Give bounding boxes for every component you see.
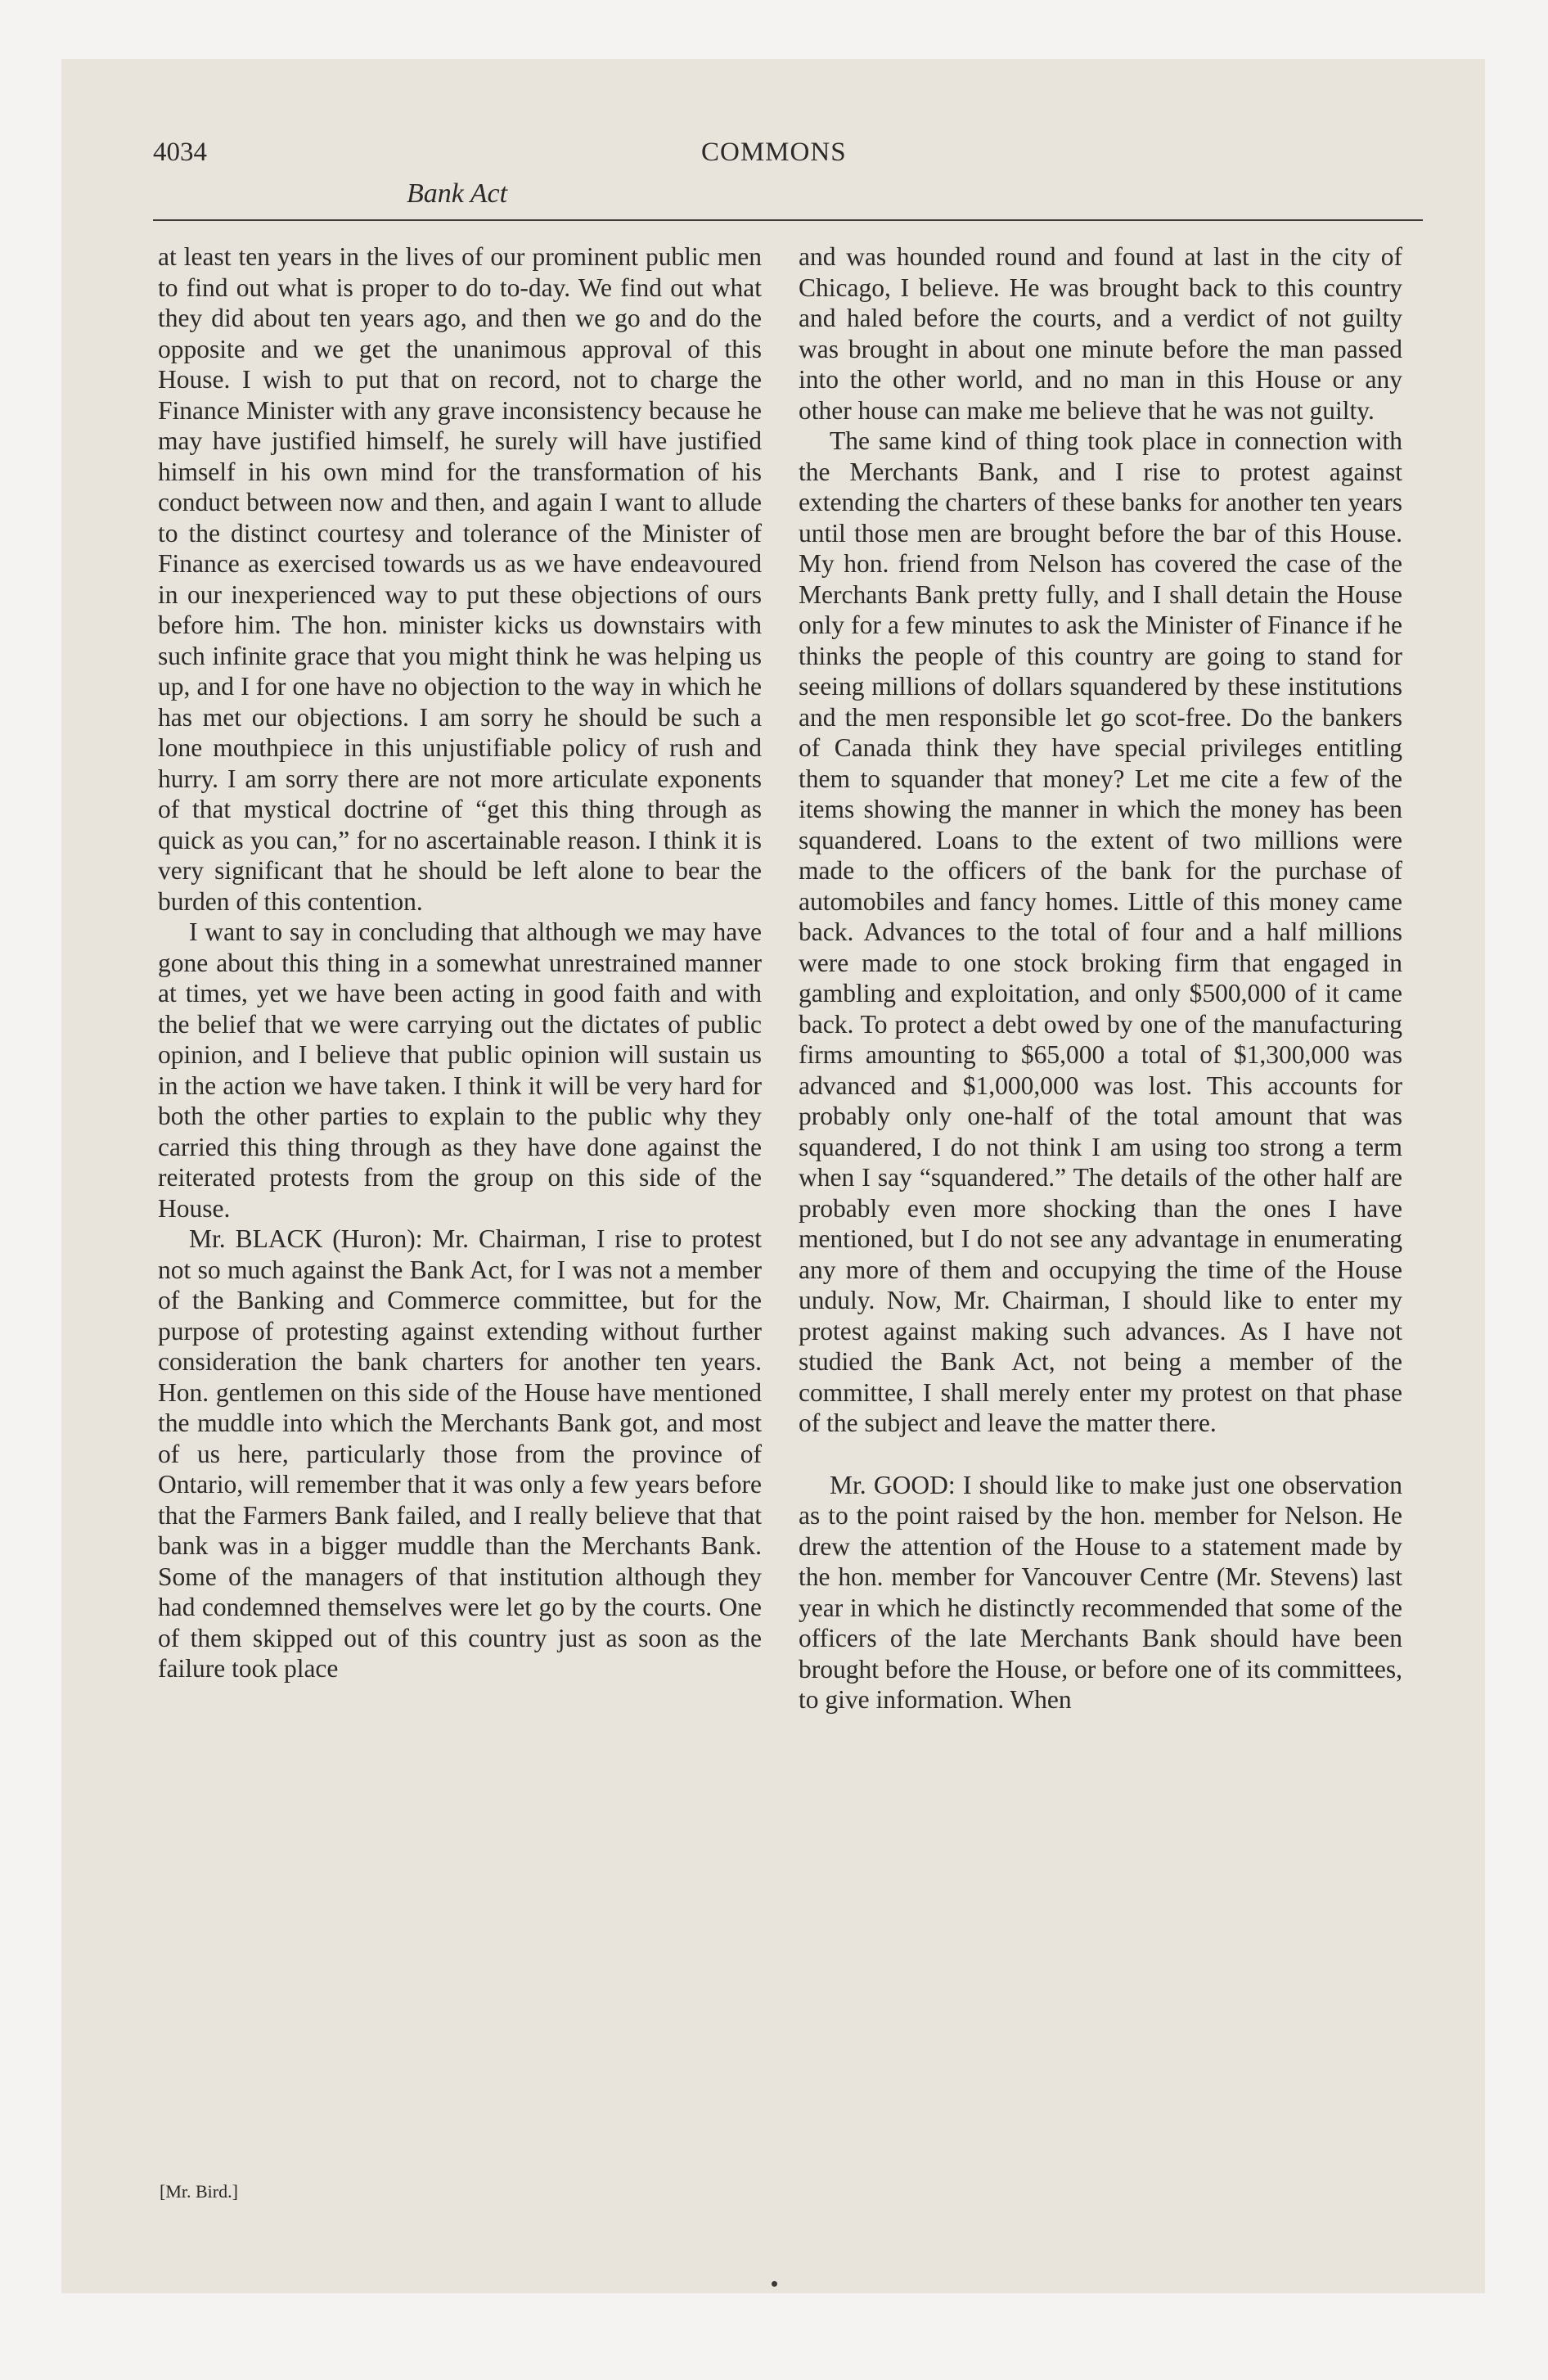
paragraph: and was hounded round and found at last in the city of Chicago, I believe. He was brought back to this country and haled before the courts, and a verdict of not guilty was brought in about one minute before the man passed into the other world, and no man in this House or any other house can make me believe that he was not guilty. xyxy=(799,242,1402,425)
footer-speaker-note: [Mr. Bird.] xyxy=(160,2181,238,2202)
left-column xyxy=(158,241,762,1684)
paragraph: at least ten years in the lives of our prominent public men to find out what is proper to do to-day. We find out what they did about ten years ago, and then we go and do the opposite and we get the unanimous approval of this House. I wish to put that on record, not to charge the Finance Minister with any grave inconsistency because he may have justified himself, he surely will have justified himself in his own mind for the transformation of his conduct between now and then, and again I want to allude to the distinct courtesy and tolerance of the Minister of Finance as exercised towards us as we have endeavoured in our inexperienced way to put these objections of ours before him. The hon. minister kicks us downstairs with such infinite grace that you might think he was helping us up, and I for one have no objection to the way in which he has met our objections. I am sorry he should be such a lone mouthpiece in this unjustifiable policy of rush and hurry. I am sorry there are not more articulate exponents of that mystical doctrine of “get this thing through as quick as you can,” for no ascertainable reason. I think it is very significant that he should be left alone to bear the burden of this contention. xyxy=(158,242,762,916)
paragraph: The same kind of thing took place in connection with the Merchants Bank, and I rise to protest against extending the charters of these banks for another ten years until those men are brought before the bar of this House. My hon. friend from Nelson has covered the case of the Merchants Bank pretty fully, and I shall detain the House only for a few minutes to ask the Minister of Finance if he thinks the people of this country are going to stand for seeing millions of dollars squandered by these institutions and the men responsible let go scot-free. Do the bankers of Canada think they have special privileges entitling them to squander that money? Let me cite a few of the items showing the manner in which the money has been squandered. Loans to the extent of two millions were made to the officers of the bank for the purchase of automobiles and fancy homes. Little of this money came back. Advances to the total of four and a half millions were made to one stock broking firm that engaged in gambling and exploitation, and only $500,000 of it came back. To protect a debt owed by one of the manufacturing firms amounting to $65,000 a total of $1,300,000 was advanced and $1,000,000 was lost. This accounts for probably only one-half of the total amount that was squandered, I do not think I am using too strong a term when I say “squandered.” The details of the other half are probably even more shocking than the ones I have mentioned, but I do not see any advantage in enumerating any more of them and occupying the time of the House unduly. Now, Mr. Chairman, I should like to enter my protest against making such advances. As I have not studied the Bank Act, not being a member of the committee, I shall merely enter my protest on that phase of the subject and leave the matter there. xyxy=(799,426,1402,1437)
paragraph-speaker-black: Mr. BLACK (Huron): Mr. Chairman, I rise to protest not so much against the Bank Act, for I was not a member of the Banking and Commerce committee, but for the purpose of protesting against extending without further consideration the bank charters for another ten years. Hon. gentlemen on this side of the House have mentioned the muddle into which the Merchants Bank got, and most of us here, particularly those from the province of Ontario, will remember that it was only a few years before that the Farmers Bank failed, and I really believe that that bank was in a bigger muddle than the Merchants Bank. Some of the managers of that institution although they had condemned themselves were let go by the courts. One of them skipped out of this country just as soon as the failure took place xyxy=(158,1224,762,1683)
section-subject: Bank Act xyxy=(407,178,508,209)
paragraph: I want to say in concluding that although we may have gone about this thing in a somewhat unrestrained manner at times, yet we have been acting in good faith and with the belief that we were carrying out the dictates of public opinion, and I believe that public opinion will sustain us in the action we have taken. I think it will be very hard for both the other parties to explain to the public why they carried this thing through as they have done against the reiterated protests from the group on this side of the House. xyxy=(158,917,762,1223)
page-number: 4034 xyxy=(153,137,207,167)
header-rule xyxy=(153,219,1423,221)
paragraph-speaker-good: Mr. GOOD: I should like to make just one observation as to the point raised by the hon. member for Nelson. He drew the attention of the House to a statement made by the hon. member for Vancouver Centre (Mr. Stevens) last year in which he distinctly recommended that some of the officers of the late Merchants Bank should have been brought before the House, or before one of its committees, to give information. When xyxy=(799,1470,1402,1714)
printer-mark xyxy=(772,2281,777,2287)
right-column xyxy=(799,241,1402,1715)
running-head: COMMONS xyxy=(701,137,847,167)
